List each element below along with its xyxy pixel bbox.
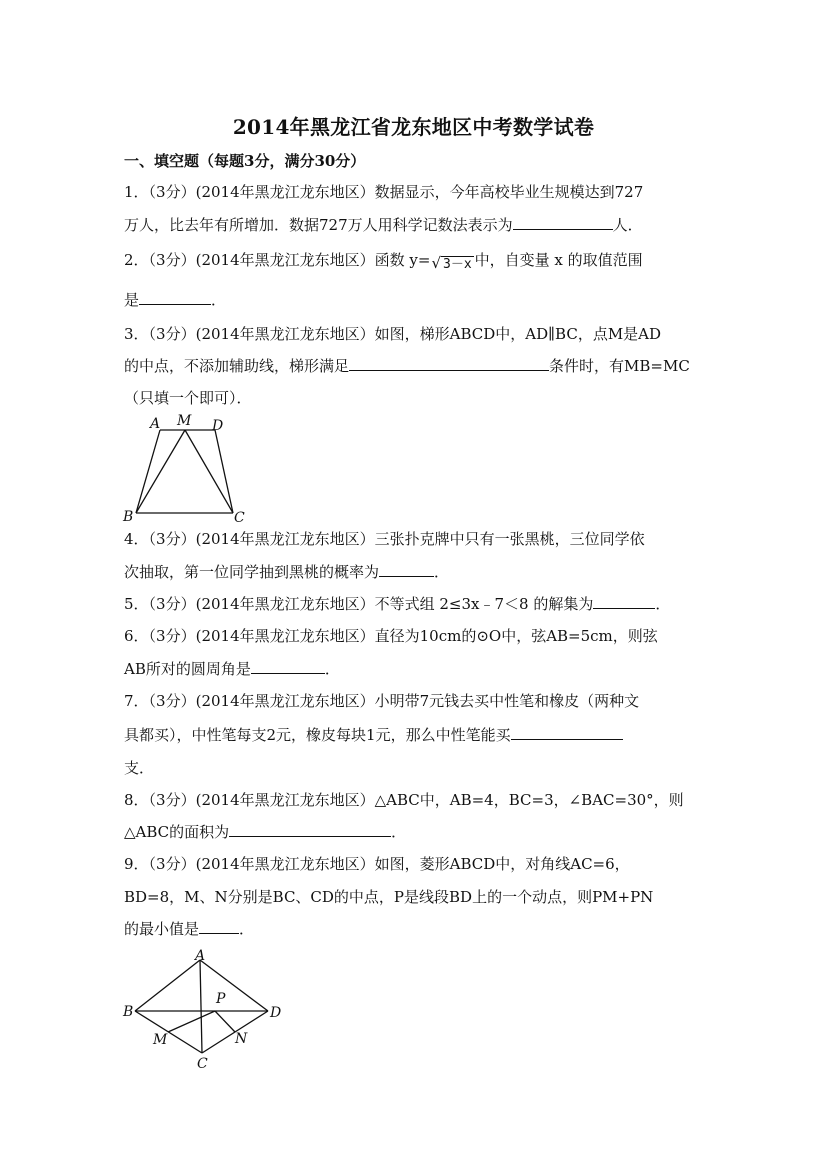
q3-line3: （只填一个即可）． (124, 389, 252, 407)
q1-answer-blank[interactable] (513, 215, 613, 230)
segment-DC (215, 430, 233, 513)
label-B: B (123, 1004, 134, 1020)
q4-text: 次抽取，第一位同学抽到黑桃的概率为 (124, 563, 380, 581)
rhombus-figure (115, 945, 295, 1073)
segment-MC (185, 430, 233, 513)
q3-line1: 3．（3分）(2014年黑龙江龙东地区）如图，梯形ABCD中，AD∥BC，点M是AD (124, 325, 662, 343)
q9-answer-blank[interactable] (199, 919, 239, 934)
q2-line2 (124, 289, 226, 311)
q9-line2: BD=8，M、N分别是BC、CD的中点，P是线段BD上的一个动点，则PM+PN (124, 888, 654, 906)
q2-text2: 是 (124, 291, 140, 309)
label-A: A (150, 416, 161, 432)
sqrt-expression (431, 252, 473, 274)
q3-answer-blank[interactable] (349, 356, 549, 371)
trapezoid-figure (118, 410, 258, 528)
q7-line3: 支． (124, 759, 155, 777)
label-N: N (235, 1031, 248, 1047)
q2-text-end: 中，自变量 x 的取值范围 (474, 251, 643, 269)
label-B: B (123, 509, 134, 525)
sqrt-icon: √ (431, 254, 441, 272)
label-D: D (270, 1005, 282, 1021)
q7-text: 具都买），中性笔每支2元，橡皮每块1元，那么中性笔能买 (124, 726, 511, 744)
label-A: A (195, 948, 206, 964)
q6-text-end: ． (324, 660, 340, 678)
sqrt-radicand: 3－x (443, 257, 472, 272)
q8-text-end: ． (391, 823, 407, 841)
q2-text: 2．（3分）(2014年黑龙江龙东地区）函数 y= (124, 251, 431, 269)
segment-AB (135, 960, 200, 1011)
segment-AB (136, 430, 160, 513)
label-C: C (197, 1056, 208, 1072)
diagonal-AC (200, 960, 202, 1053)
q1-text-end: 人． (612, 216, 643, 234)
q1-text: 万人，比去年有所增加．数据727万人用科学记数法表示为 (124, 216, 513, 234)
q6-line2 (124, 658, 340, 680)
q2-line1 (124, 249, 643, 274)
label-C: C (234, 510, 245, 526)
q7-line2 (124, 724, 623, 746)
q7-line1: 7．（3分）(2014年黑龙江龙东地区）小明带7元钱去买中性笔和橡皮（两种文 (124, 692, 640, 710)
label-M: M (177, 413, 192, 429)
q4-text-end: ． (434, 563, 450, 581)
q9-text: 的最小值是 (124, 920, 200, 938)
segment-MP (168, 1011, 215, 1032)
q9-text-end: ． (239, 920, 255, 938)
q4-line1: 4．（3分）(2014年黑龙江龙东地区）三张扑克牌中只有一张黑桃，三位同学依 (124, 530, 645, 548)
page-title: 2014年黑龙江省龙东地区中考数学试卷 (232, 115, 595, 139)
q9-line1: 9．（3分）(2014年黑龙江龙东地区）如图，菱形ABCD中，对角线AC=6， (124, 855, 630, 873)
section-heading: 一、填空题（每题3分，满分30分） (124, 152, 366, 170)
q5-text: 5．（3分）(2014年黑龙江龙东地区）不等式组 2≤3x﹣7＜8 的解集为 (124, 595, 594, 613)
q8-text: △ABC的面积为 (124, 823, 230, 841)
q2-text2-end: ． (211, 291, 227, 309)
q9-line3 (124, 918, 254, 940)
q3-text: 的中点，不添加辅助线，梯形满足 (124, 357, 350, 375)
q1-line1: 1．（3分）(2014年黑龙江龙东地区）数据显示，今年高校毕业生规模达到727 (124, 183, 644, 201)
q5-line1 (124, 593, 670, 615)
q2-answer-blank[interactable] (139, 290, 211, 305)
q8-line2 (124, 821, 406, 843)
label-P: P (216, 991, 226, 1007)
q6-line1: 6．（3分）(2014年黑龙江龙东地区）直径为10cm的⊙O中，弦AB=5cm，则弦 (124, 627, 658, 645)
q8-answer-blank[interactable] (229, 822, 391, 837)
segment-PN (215, 1011, 235, 1032)
q4-answer-blank[interactable] (379, 562, 434, 577)
q1-line2 (124, 214, 643, 236)
q6-text: AB所对的圆周角是 (124, 660, 251, 678)
q5-answer-blank[interactable] (593, 594, 655, 609)
q4-line2 (124, 561, 449, 583)
q3-line2 (124, 355, 690, 377)
q5-text-end: ． (655, 595, 671, 613)
label-M: M (153, 1032, 168, 1048)
q3-text-end: 条件时，有MB=MC (549, 357, 690, 375)
segment-MB (136, 430, 185, 513)
q8-line1: 8．（3分）(2014年黑龙江龙东地区）△ABC中，AB=4，BC=3，∠BAC=30°，则 (124, 791, 684, 809)
label-D: D (212, 418, 224, 434)
q6-answer-blank[interactable] (251, 659, 325, 674)
q7-answer-blank[interactable] (511, 725, 623, 740)
segment-AD (200, 960, 268, 1011)
